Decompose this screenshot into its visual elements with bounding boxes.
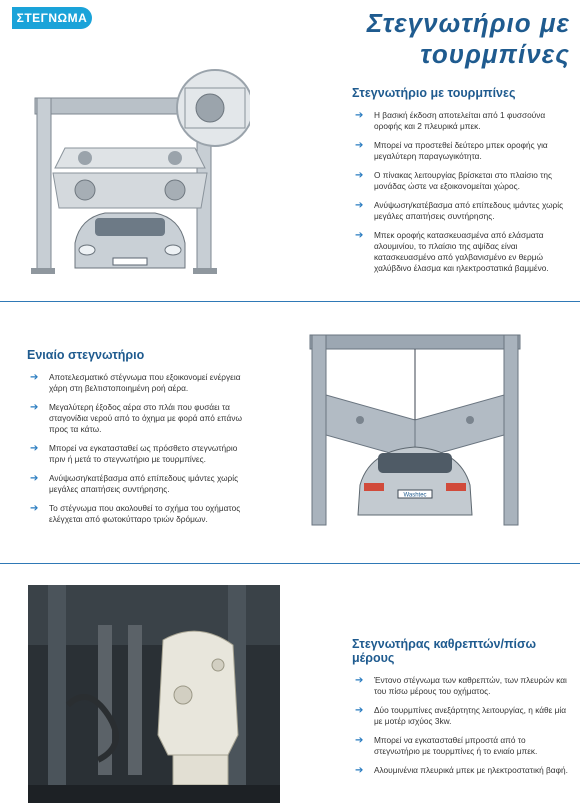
- turbine-dryer-illustration: [25, 68, 250, 293]
- arrow-icon: ➔: [30, 443, 39, 454]
- unified-dryer-photo: [300, 325, 530, 530]
- mirror-dryer-illustration: [28, 585, 280, 803]
- unified-dryer-illustration: [300, 325, 530, 530]
- section-divider: [0, 563, 580, 564]
- page-header: [0, 0, 580, 69]
- arrow-icon: ➔: [355, 140, 364, 151]
- category-tag: ΣΤΕΓΝΩΜΑ: [12, 7, 92, 29]
- arrow-icon: ➔: [355, 765, 364, 776]
- car-plate-text: Washtec: [403, 492, 427, 499]
- list-item: ➔ Ανύψωση/κατέβασμα από επίπεδους ιμάντες χωρίς μεγάλες απαιτήσεις συντήρησης.: [30, 473, 239, 494]
- section-title: Στεγνωτήριο με τουρμπίνες: [352, 86, 516, 100]
- section-mirror-dryer: [352, 637, 572, 784]
- arrow-icon: ➔: [355, 230, 364, 241]
- section-unified-dryer: [27, 348, 242, 533]
- arrow-icon: ➔: [355, 675, 364, 686]
- list-item: ➔ Μπεκ οροφής κατασκευασμένα από ελάσματα αλουμινίου, το πλαίσιο της αψίδας είναι κατασκευασμένο από γαλβανισμένο εν θερμώ χαλύβδινο έλασμα και ηλεκτροστατικά βαμμένο.: [355, 230, 549, 273]
- list-item: ➔ Έντονο στέγνωμα των καθρεπτών, των πλευρών και του πίσω μέρους του οχήματος.: [355, 675, 567, 696]
- feature-list: [352, 110, 567, 274]
- section-title: Ενιαίο στεγνωτήριο: [27, 348, 145, 362]
- arrow-icon: ➔: [355, 735, 364, 746]
- feature-list: [352, 675, 572, 776]
- turbine-dryer-photo: [25, 68, 250, 293]
- feature-list: [27, 372, 242, 525]
- list-item: ➔ Αλουμινένια πλευρικά μπεκ με ηλεκτροστατική βαφή.: [355, 765, 568, 776]
- arrow-icon: ➔: [355, 705, 364, 716]
- list-item: ➔ Μεγαλύτερη έξοδος αέρα στο πλάι που φυσάει τα σταγονίδια νερού από το όχημα με φορά από επάνω προς τα κάτω.: [30, 402, 242, 434]
- list-item: ➔ Μπορεί να εγκατασταθεί ως πρόσθετο στεγνωτήριο πριν ή μετά το στεγνωτήριο με τουρμπίνες.: [30, 443, 238, 464]
- mirror-dryer-photo: [28, 585, 280, 803]
- arrow-icon: ➔: [30, 372, 39, 383]
- section-title: Στεγνωτήρας καθρεπτών/πίσω μέρους: [352, 637, 537, 665]
- page-title: Στεγνωτήριο με τουρμπίνες: [366, 8, 570, 69]
- arrow-icon: ➔: [355, 170, 364, 181]
- list-item: ➔ Αποτελεσματικό στέγνωμα που εξοικονομεί ενέργεια χάρη στη βελτιστοποιημένη ροή αέρα.: [30, 372, 241, 393]
- arrow-icon: ➔: [355, 110, 364, 121]
- list-item: ➔ Δύο τουρμπίνες ανεξάρτητης λειτουργίας, η κάθε μία με μοτέρ ισχύος 3kw.: [355, 705, 567, 726]
- list-item: ➔ Η βασική έκδοση αποτελείται από 1 φυσσούνα οροφής και 2 πλευρικά μπεκ.: [355, 110, 546, 131]
- list-item: ➔ Το στέγνωμα που ακολουθεί το σχήμα του οχήματος ελέγχεται από φωτοκύτταρο τριών δρόμων.: [30, 503, 241, 524]
- arrow-icon: ➔: [30, 503, 39, 514]
- section-turbine-dryer: [352, 86, 567, 282]
- arrow-icon: ➔: [355, 200, 364, 211]
- list-item: ➔ Ανύψωση/κατέβασμα από επίπεδους ιμάντες χωρίς μεγάλες απαιτήσεις συντήρησης.: [355, 200, 564, 221]
- arrow-icon: ➔: [30, 473, 39, 484]
- list-item: ➔ Μπορεί να εγκατασταθεί μπροστά από το στεγνωτήριο με τουρμπίνες ή το ενιαίο μπεκ.: [355, 735, 538, 756]
- list-item: ➔ Ο πίνακας λειτουργίας βρίσκεται στο πλαίσιο της μονάδας ώστε να εξοικονομείται χώρος.: [355, 170, 553, 191]
- list-item: ➔ Μπορεί να προστεθεί δεύτερο μπεκ οροφής για μεγαλύτερη παραγωγικότητα.: [355, 140, 548, 161]
- section-divider: [0, 301, 580, 302]
- arrow-icon: ➔: [30, 402, 39, 413]
